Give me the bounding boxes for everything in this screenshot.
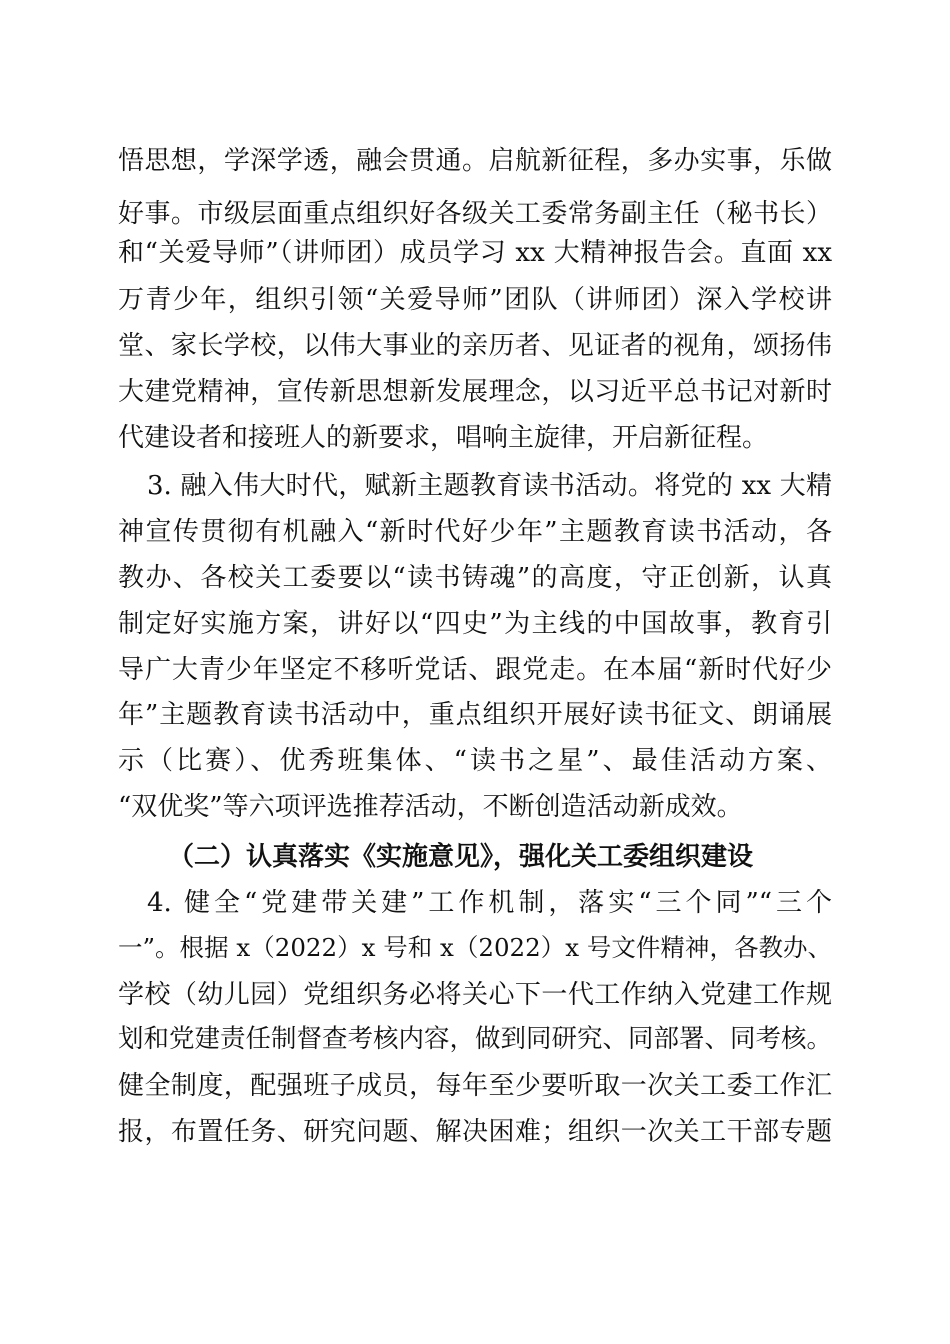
paragraph-line: 导广大青少年坚定不移听党话、跟党走。在本届“新时代好少 [118, 655, 832, 685]
paragraph-line: 报，布置任务、研究问题、解决困难；组织一次关工干部专题 [118, 1117, 832, 1147]
paragraph-line: 年”主题教育读书活动中，重点组织开展好读书征文、朗诵展 [118, 700, 832, 730]
paragraph-line: 制定好实施方案，讲好以“四史”为主线的中国故事，教育引 [118, 609, 832, 639]
paragraph-line: “双优奖”等六项评选推荐活动，不断创造活动新成效。 [118, 792, 743, 822]
paragraph-line: 万青少年，组织引领“关爱导师”团队（讲师团）深入学校讲 [118, 285, 832, 315]
paragraph-line: 学校（幼儿园）党组织务必将关心下一代工作纳入党建工作规 [118, 980, 832, 1010]
paragraph-line: 代建设者和接班人的新要求，唱响主旋律，开启新征程。 [118, 423, 769, 453]
paragraph-line-numbered: 3. 融入伟大时代，赋新主题教育读书活动。将党的 xx 大精 [147, 471, 832, 501]
paragraph-line: 示（比赛）、优秀班集体、“读书之星”、最佳活动方案、 [118, 746, 832, 776]
paragraph-line: 悟思想，学深学透，融会贯通。启航新征程，多办实事，乐做 [118, 146, 832, 176]
paragraph-line: 和“关爱导师”（讲师团）成员学习 xx 大精神报告会。直面 xx [118, 238, 832, 268]
paragraph-line-numbered: 4. 健全“党建带关建”工作机制，落实“三个同”“三个 [147, 888, 832, 918]
section-heading: （二）认真落实《实施意见》，强化关工委组织建设 [168, 842, 754, 872]
paragraph-line: 堂、家长学校，以伟大事业的亲历者、见证者的视角，颂扬伟 [118, 331, 832, 361]
paragraph-line: 好事。市级层面重点组织好各级关工委常务副主任（秘书长） [118, 199, 832, 229]
paragraph-line: 健全制度，配强班子成员，每年至少要听取一次关工委工作汇 [118, 1071, 832, 1101]
paragraph-line: 一”。根据 x（2022）x 号和 x（2022）x 号文件精神，各教办、 [118, 933, 832, 962]
paragraph-line: 教办、各校关工委要以“读书铸魂”的高度，守正创新，认真 [118, 563, 832, 593]
paragraph-line: 神宣传贯彻有机融入“新时代好少年”主题教育读书活动，各 [118, 517, 832, 547]
paragraph-line: 划和党建责任制督查考核内容，做到同研究、同部署、同考核。 [118, 1024, 833, 1054]
paragraph-line: 大建党精神，宣传新思想新发展理念，以习近平总书记对新时 [118, 377, 832, 407]
